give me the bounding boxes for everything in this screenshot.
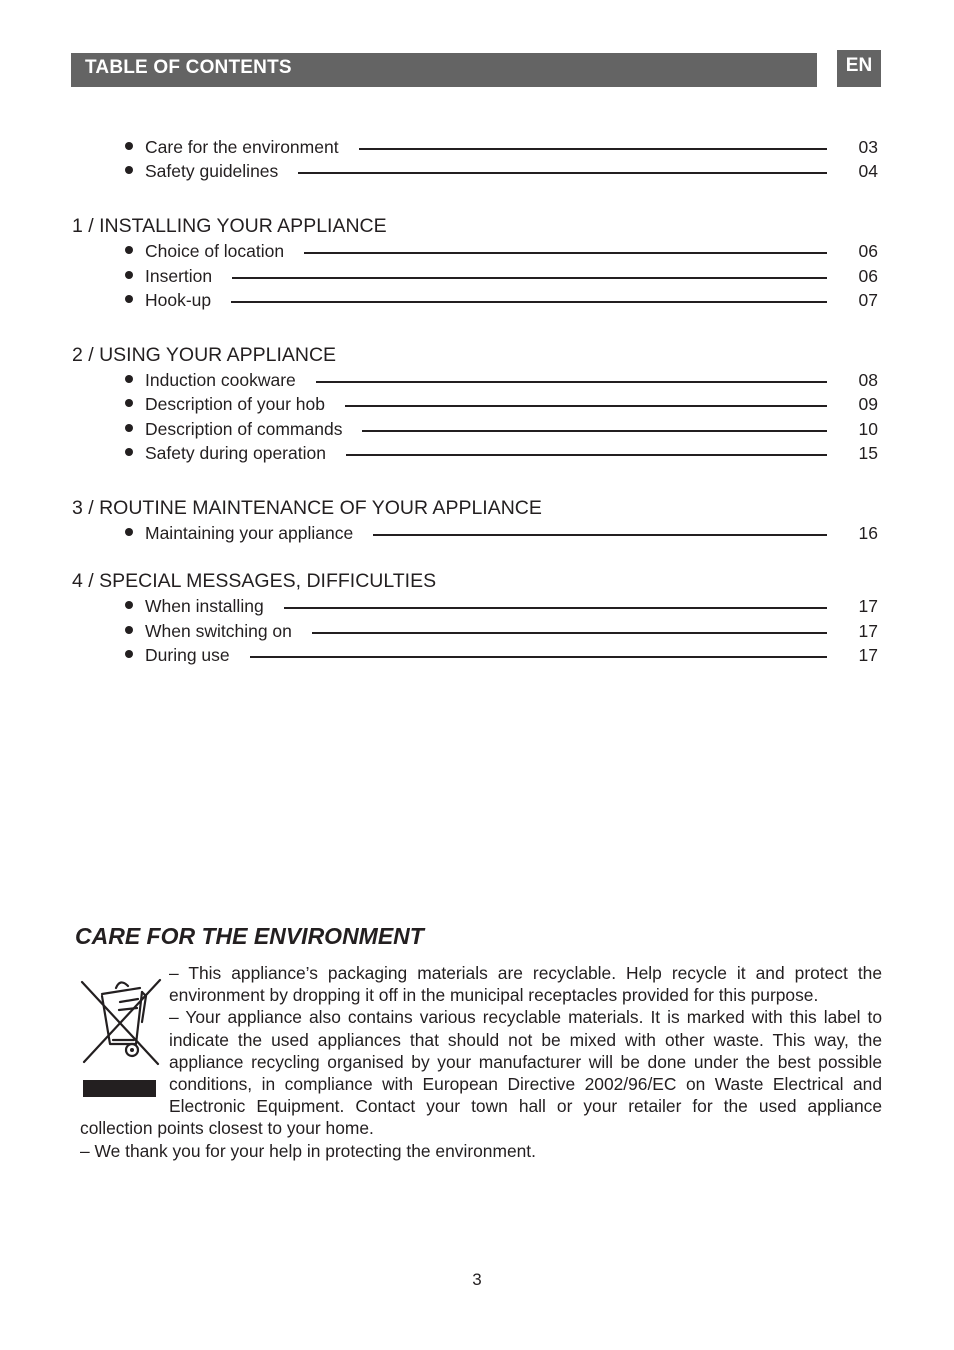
environment-heading: CARE FOR THE ENVIRONMENT (75, 923, 424, 949)
dot-leader-line (345, 405, 827, 407)
toc-entry-label: Description of commands (145, 419, 343, 439)
toc-entry[interactable] (0, 264, 954, 288)
toc-entry[interactable] (0, 643, 954, 667)
toc-entry-page: 09 (858, 394, 878, 414)
environment-paragraph: – This appliance’s packaging materials are recyclable. Help recycle it and protect the environment by dropping it off in the municipal receptacles provided for this purpose. (169, 963, 882, 1006)
toc-entry-label: Description of your hob (145, 394, 325, 414)
crossed-out-wheelie-bin-icon (80, 966, 169, 1106)
toc-entry[interactable] (0, 239, 954, 263)
toc-entry-page: 17 (858, 645, 878, 665)
toc-header-bar (71, 53, 817, 87)
toc-entry-label: When switching on (145, 621, 292, 641)
dot-leader-line (250, 656, 827, 658)
toc-entry[interactable] (0, 441, 954, 465)
dot-leader-line (298, 172, 827, 174)
toc-entry-label: Safety during operation (145, 443, 326, 463)
toc-entry-label: Care for the environment (145, 137, 339, 157)
bullet-icon (125, 424, 133, 432)
bullet-icon (125, 142, 133, 150)
environment-paragraph: – We thank you for your help in protecting the environment. (80, 1140, 536, 1161)
dot-leader-line (359, 148, 827, 150)
toc-entry-label: Safety guidelines (145, 161, 279, 181)
dot-leader-line (316, 381, 827, 383)
toc-entry-page: 04 (858, 161, 878, 181)
toc-entry[interactable] (0, 521, 954, 545)
toc-entry[interactable] (0, 619, 954, 643)
toc-entry-label: Induction cookware (145, 370, 296, 390)
dot-leader-line (373, 534, 827, 536)
bullet-icon (125, 246, 133, 254)
dot-leader-line (232, 277, 827, 279)
toc-entry[interactable] (0, 288, 954, 312)
dot-leader-line (312, 632, 827, 634)
toc-entry[interactable] (0, 135, 954, 159)
toc-entry-label: Insertion (145, 266, 213, 286)
bullet-icon (125, 166, 133, 174)
toc-entry[interactable] (0, 159, 954, 183)
environment-body (80, 962, 882, 1162)
section-title[interactable]: 4 / SPECIAL MESSAGES, DIFFICULTIES (72, 570, 437, 592)
toc-entry-page: 17 (858, 621, 878, 641)
dot-leader-line (284, 607, 827, 609)
bullet-icon (125, 626, 133, 634)
toc-entry-page: 17 (858, 596, 878, 616)
toc-entry-page: 08 (858, 370, 878, 390)
bullet-icon (125, 295, 133, 303)
toc-entry-page: 06 (858, 241, 878, 261)
toc-entry-label: During use (145, 645, 230, 665)
toc-entry-page: 16 (858, 523, 878, 543)
page-title: TABLE OF CONTENTS (85, 57, 292, 78)
bullet-icon (125, 375, 133, 383)
dot-leader-line (362, 430, 827, 432)
section-title[interactable]: 2 / USING YOUR APPLIANCE (72, 344, 337, 366)
bullet-icon (125, 399, 133, 407)
toc-entry-page: 15 (858, 443, 878, 463)
dot-leader-line (231, 301, 827, 303)
toc-entry[interactable] (0, 594, 954, 618)
toc-entry[interactable] (0, 368, 954, 392)
toc-entry-label: When installing (145, 596, 264, 616)
dot-leader-line (346, 454, 827, 456)
toc-entry-page: 03 (858, 137, 878, 157)
dot-leader-line (304, 252, 827, 254)
toc-entry-page: 10 (858, 419, 878, 439)
toc-entry-page: 07 (858, 290, 878, 310)
environment-paragraph: – Your appliance also contains various recyclable materials. It is marked with this label to indicate the used appliances that should not be mixed with other waste. This way, the appliance recycling organised by your manufacturer will be done under the best possible conditions, in compliance with European Directive 2002/96/EC on Waste Electrical and Electronic Equipment. Contact your town hall or your retailer for the used appliance collection points closest to your home. (80, 1007, 882, 1139)
toc-entry-page: 06 (858, 266, 878, 286)
bullet-icon (125, 601, 133, 609)
bullet-icon (125, 271, 133, 279)
bullet-icon (125, 528, 133, 536)
bullet-icon (125, 650, 133, 658)
language-badge: EN (837, 50, 881, 87)
section-title[interactable]: 1 / INSTALLING YOUR APPLIANCE (72, 215, 387, 237)
section-title[interactable]: 3 / ROUTINE MAINTENANCE OF YOUR APPLIANCE (72, 497, 542, 519)
page-number: 3 (472, 1270, 482, 1289)
toc-entry[interactable] (0, 417, 954, 441)
toc-entry[interactable] (0, 392, 954, 416)
toc-entry-label: Maintaining your appliance (145, 523, 354, 543)
bullet-icon (125, 448, 133, 456)
toc-entry-label: Hook-up (145, 290, 212, 310)
toc-entry-label: Choice of location (145, 241, 285, 261)
